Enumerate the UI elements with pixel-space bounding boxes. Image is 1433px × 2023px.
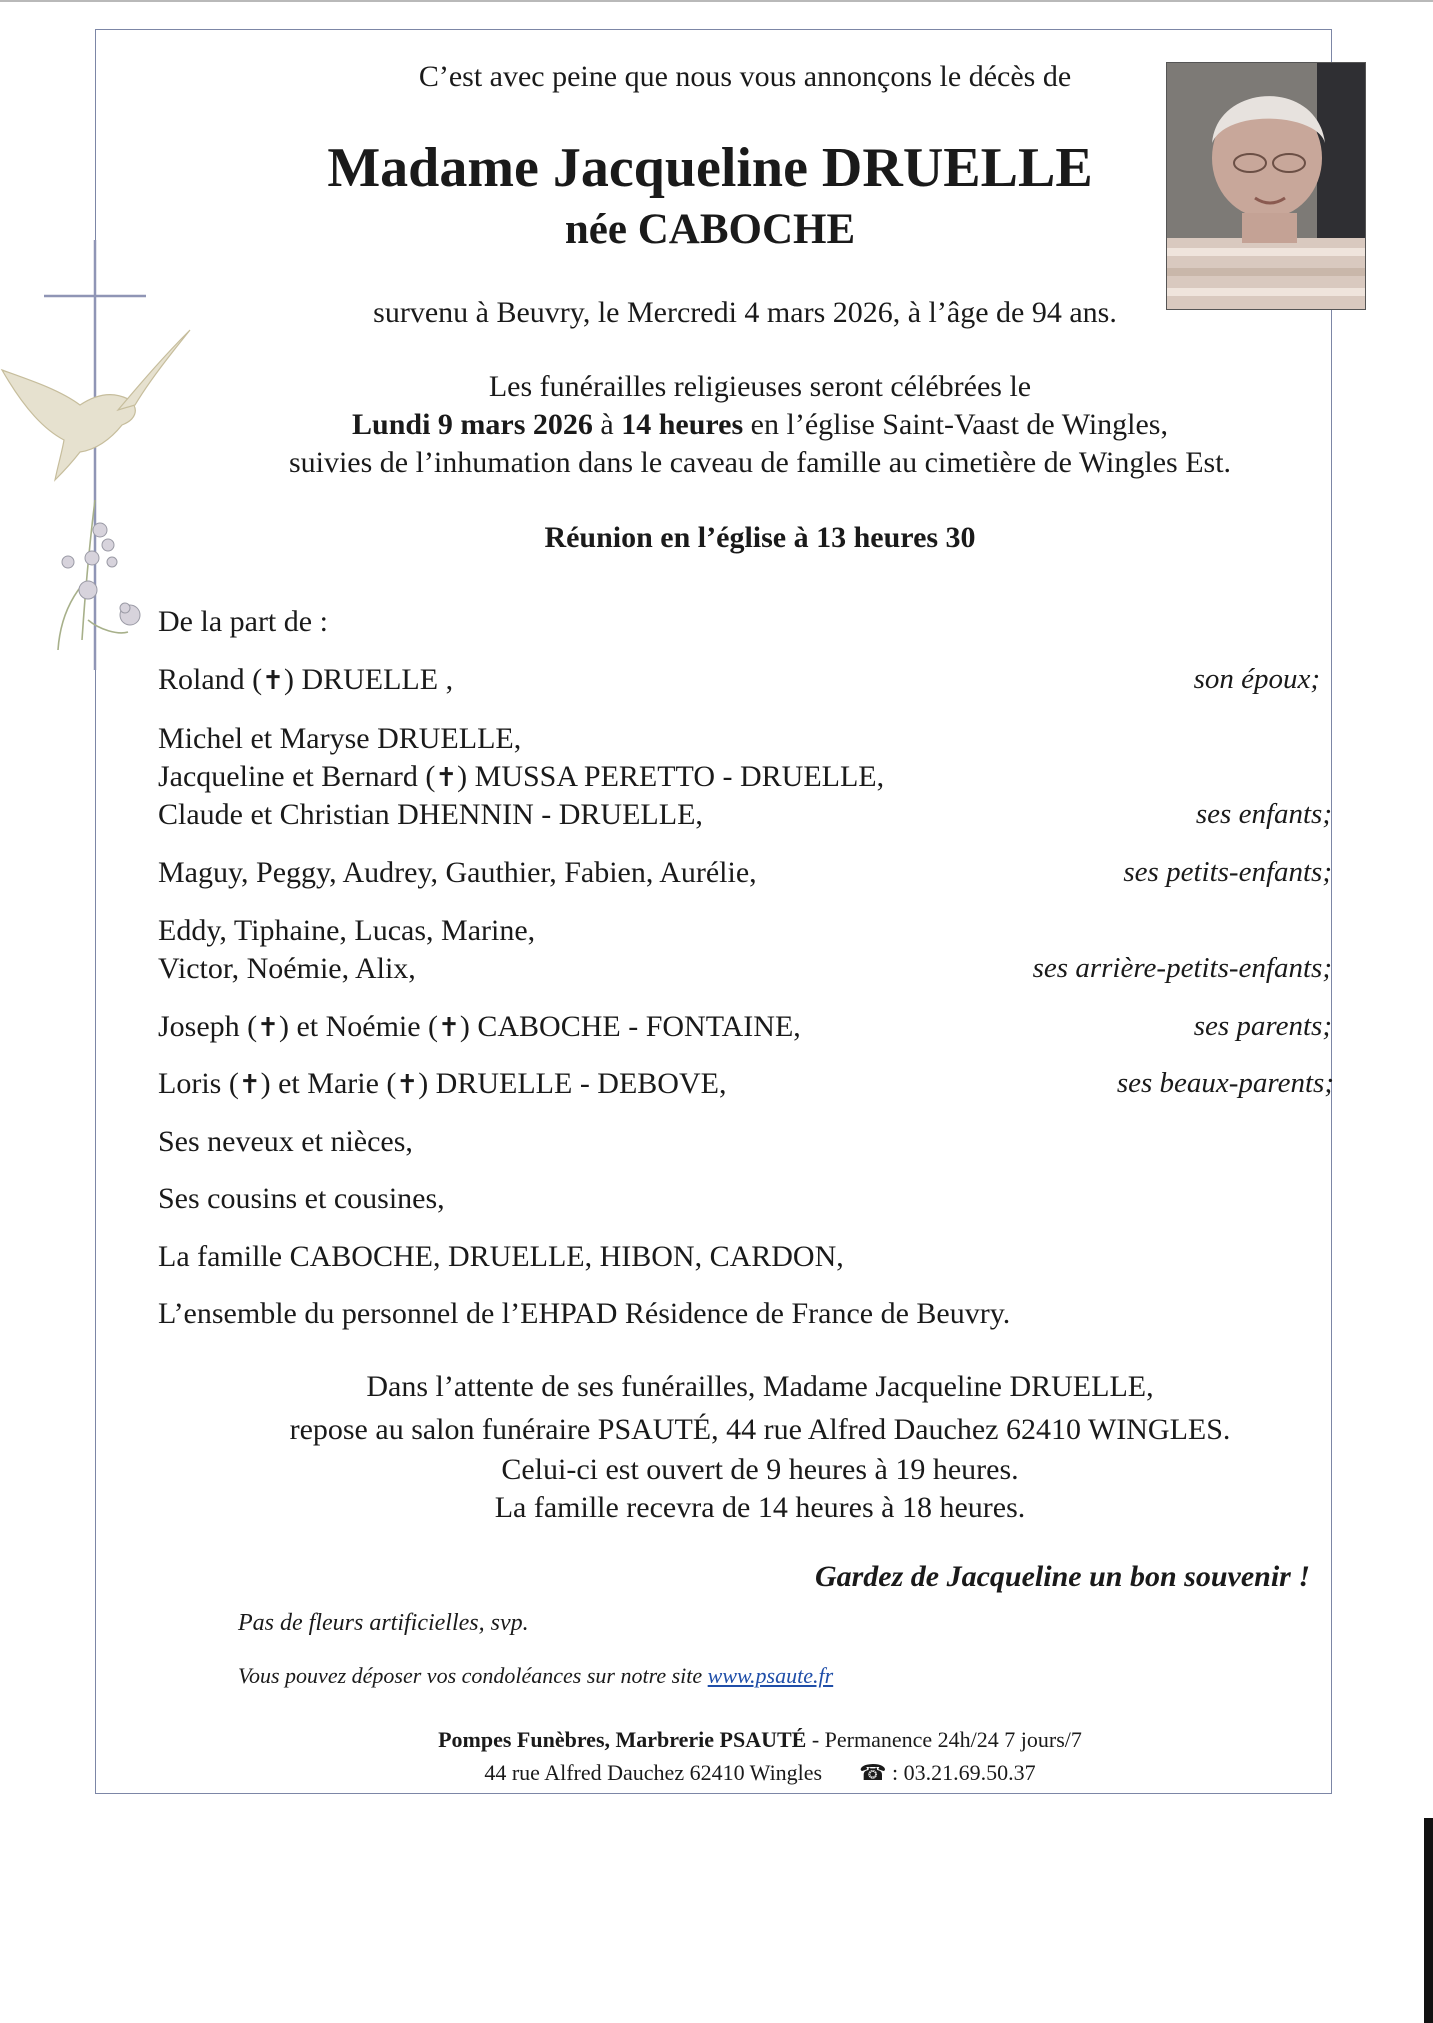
children-line-3: Claude et Christian DHENNIN - DRUELLE,	[158, 798, 703, 831]
ceremony-line-3: suivies de l’inhumation dans le caveau de famille au cimetière de Wingles Est.	[288, 446, 1232, 479]
maiden-name: née CABOCHE	[564, 206, 856, 253]
nephews-line: Ses neveux et nièces,	[158, 1125, 413, 1158]
cross-icon: ✝	[238, 1070, 261, 1100]
cross-icon: ✝	[262, 666, 284, 696]
grandchildren-line: Maguy, Peggy, Audrey, Gauthier, Fabien, Aurélie,	[158, 856, 757, 889]
notice-border	[95, 29, 1332, 1794]
lily-icon	[58, 500, 128, 650]
company-address: 44 rue Alfred Dauchez 62410 Wingles	[484, 1760, 823, 1785]
great-grandchildren-relation: ses arrière-petits-enfants;	[1032, 952, 1332, 984]
deceased-name: Madame Jacqueline DRUELLE	[327, 137, 1093, 199]
scan-edge-mark	[1424, 1818, 1433, 2023]
cross-icon: ✝	[438, 1013, 460, 1043]
family-intro: De la part de :	[158, 605, 328, 638]
spouse-relation: son époux;	[1193, 663, 1320, 695]
wake-line-4: La famille recevra de 14 heures à 18 heures.	[494, 1491, 1026, 1524]
children-relation: ses enfants;	[1195, 798, 1332, 830]
phone-icon: ☎	[859, 1761, 887, 1786]
parents-line: Joseph (✝) et Noémie (✝) CABOCHE - FONTAINE,	[158, 1010, 801, 1043]
flowers-note: Pas de fleurs artificielles, svp.	[238, 1610, 529, 1636]
wake-line-2: repose au salon funéraire PSAUTÉ, 44 rue Alfred Dauchez 62410 WINGLES.	[289, 1413, 1231, 1446]
great-grandchildren-line-2: Victor, Noémie, Alix,	[158, 952, 416, 985]
spouse-line: Roland (✝) DRUELLE ,	[158, 663, 454, 696]
in-laws-relation: ses beaux-parents;	[1116, 1067, 1334, 1099]
families-line: La famille CABOCHE, DRUELLE, HIBON, CARDON,	[158, 1240, 844, 1273]
children-line-2: Jacqueline et Bernard (✝) MUSSA PERETTO - DRUELLE,	[158, 760, 885, 793]
grandchildren-relation: ses petits-enfants;	[1123, 856, 1332, 888]
ceremony-church: en l’église Saint-Vaast de Wingles,	[743, 408, 1168, 441]
ceremony-time: 14 heures	[621, 408, 744, 441]
ceremony-a: à	[592, 408, 622, 441]
cross-icon: ✝	[257, 1013, 279, 1043]
condolences-link[interactable]: www.psaute.fr	[707, 1663, 834, 1688]
permanence-text: - Permanence 24h/24 7 jours/7	[806, 1727, 1082, 1752]
phone-number: : 03.21.69.50.37	[886, 1760, 1036, 1785]
deceased-portrait	[1166, 62, 1366, 310]
scan-top-edge	[0, 0, 1433, 2]
closing-message: Gardez de Jacqueline un bon souvenir !	[814, 1560, 1310, 1593]
wake-line-1: Dans l’attente de ses funérailles, Madame Jacqueline DRUELLE,	[366, 1370, 1154, 1403]
condolences-note: Vous pouvez déposer vos condoléances sur notre site www.psaute.fr	[238, 1663, 834, 1688]
footer-line-1	[200, 1729, 1320, 1751]
reunion-text: Réunion en l’église à 13 heures 30	[544, 521, 976, 554]
cross-icon: ✝	[396, 1070, 419, 1100]
ceremony-date: Lundi 9 mars 2026	[352, 408, 593, 441]
in-laws-line: Loris (✝) et Marie (✝) DRUELLE - DEBOVE,	[158, 1067, 727, 1100]
wake-line-3: Celui-ci est ouvert de 9 heures à 19 heures.	[501, 1453, 1019, 1486]
intro-text: C’est avec peine que nous vous annonçons le décès de	[418, 60, 1072, 93]
cousins-line: Ses cousins et cousines,	[158, 1182, 445, 1215]
great-grandchildren-line-1: Eddy, Tiphaine, Lucas, Marine,	[158, 914, 536, 947]
parents-relation: ses parents;	[1193, 1010, 1332, 1042]
death-announcement: survenu à Beuvry, le Mercredi 4 mars 2026, à l’âge de 94 ans.	[373, 296, 1117, 329]
children-line-1: Michel et Maryse DRUELLE,	[158, 722, 522, 755]
ceremony-line-1: Les funérailles religieuses seront célébrées le	[488, 370, 1032, 403]
company-name: Pompes Funèbres, Marbrerie PSAUTÉ	[438, 1727, 807, 1752]
ceremony-line-2	[200, 410, 1320, 440]
staff-line: L’ensemble du personnel de l’EHPAD Résidence de France de Beuvry.	[158, 1297, 1011, 1330]
cross-icon: ✝	[435, 763, 458, 793]
footer-line-2	[200, 1762, 1320, 1785]
